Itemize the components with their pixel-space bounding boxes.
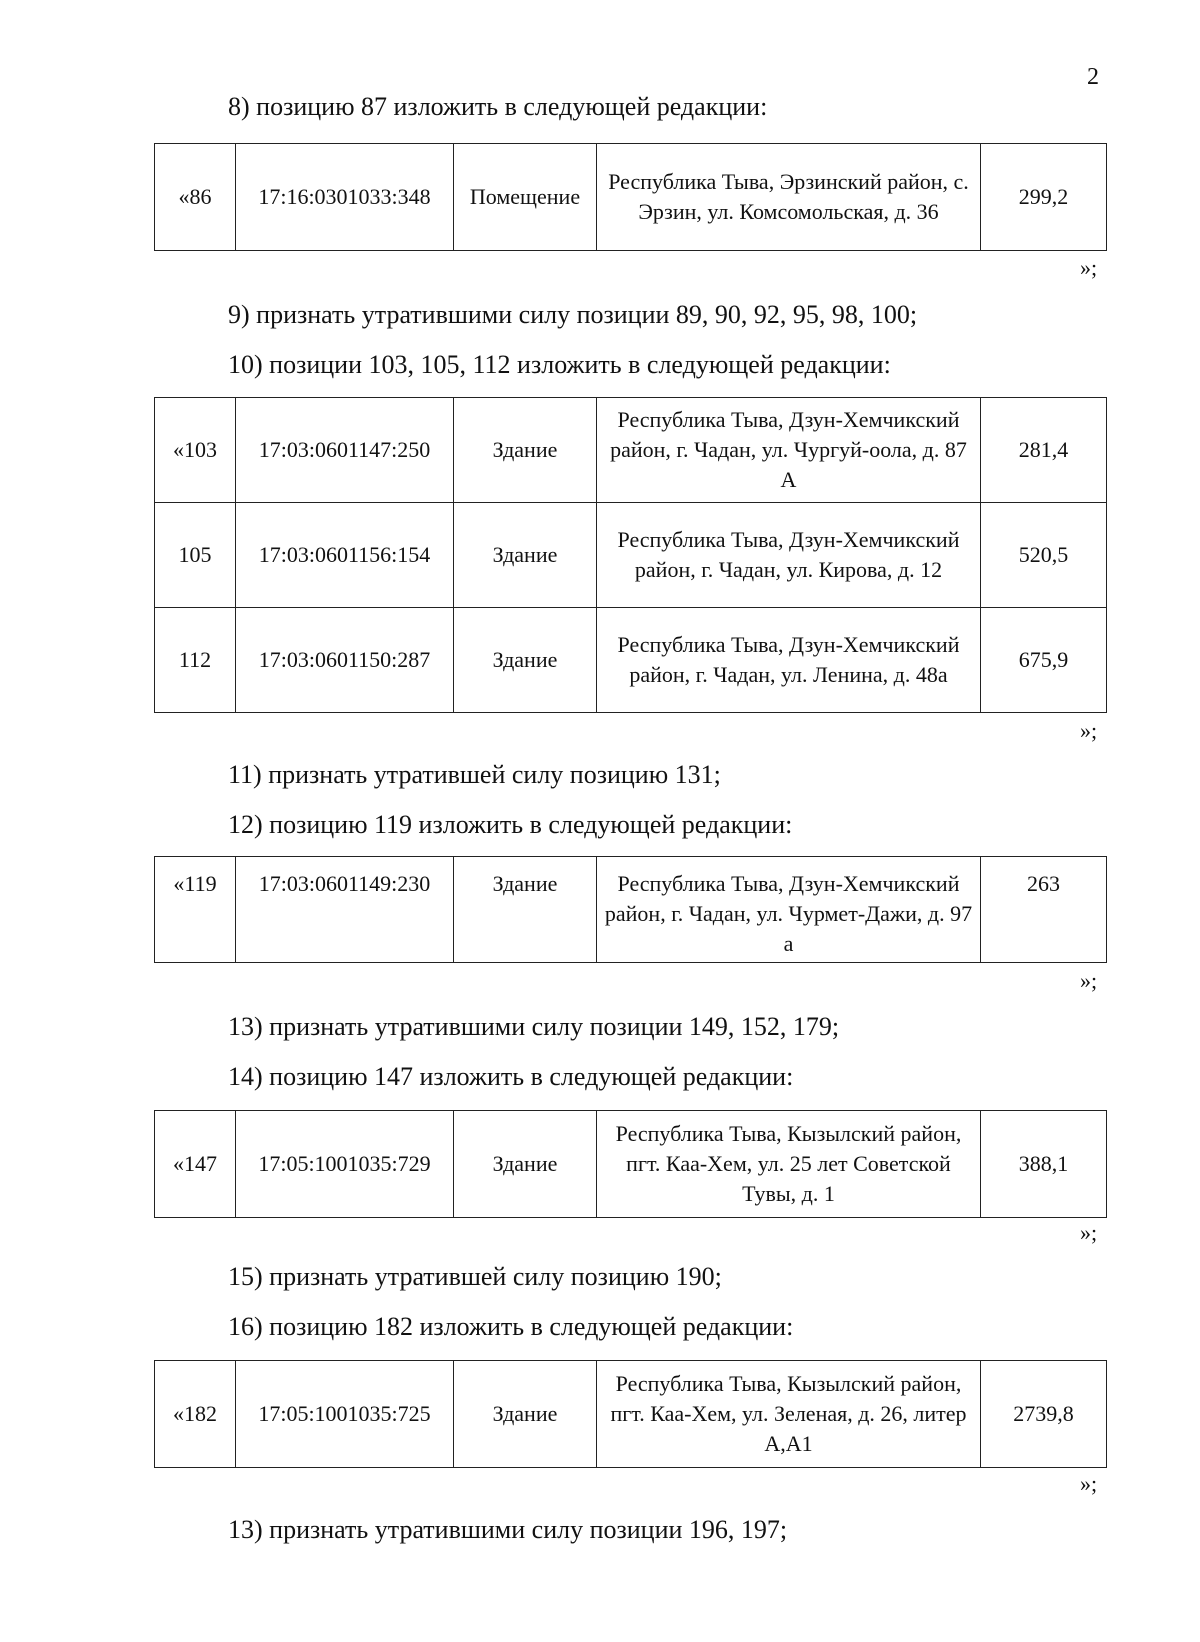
table-position-147 (154, 1110, 1107, 1218)
cell-cadastral: 17:03:0601149:230 (236, 857, 454, 963)
cell-num: «147 (155, 1111, 236, 1218)
cell-type: Здание (454, 503, 597, 608)
cell-area: 299,2 (981, 144, 1107, 251)
cell-address: Республика Тыва, Эрзинский район, с. Эрзин, ул. Комсомольская, д. 36 (597, 144, 981, 251)
page-number: 2 (1087, 64, 1099, 90)
cell-area: 281,4 (981, 398, 1107, 503)
table-row (155, 1361, 1107, 1468)
section-13-repeat: 13) признать утратившими силу позиции 196, 197; (228, 1515, 788, 1544)
closing-quote: »; (1080, 968, 1098, 993)
cell-cadastral: 17:05:1001035:725 (236, 1361, 454, 1468)
table-position-119 (154, 856, 1107, 963)
cell-num: «86 (155, 144, 236, 251)
table-row (155, 857, 1107, 963)
closing-quote: »; (1080, 1471, 1098, 1496)
cell-type: Здание (454, 608, 597, 713)
closing-quote: »; (1080, 718, 1098, 743)
section-15: 15) признать утратившей силу позицию 190; (228, 1262, 722, 1291)
section-12: 12) позицию 119 изложить в следующей редакции: (228, 810, 793, 839)
section-10: 10) позиции 103, 105, 112 изложить в следующей редакции: (228, 350, 891, 379)
cell-address: Республика Тыва, Дзун-Хемчикский район, г. Чадан, ул. Чурмет-Дажи, д. 97 а (597, 857, 981, 963)
cell-cadastral: 17:03:0601150:287 (236, 608, 454, 713)
section-16: 16) позицию 182 изложить в следующей редакции: (228, 1312, 794, 1341)
closing-quote: »; (1080, 255, 1098, 280)
cell-cadastral: 17:03:0601156:154 (236, 503, 454, 608)
table-row (155, 503, 1107, 608)
cell-area: 520,5 (981, 503, 1107, 608)
section-14: 14) позицию 147 изложить в следующей редакции: (228, 1062, 794, 1091)
cell-type: Здание (454, 857, 597, 963)
cell-cadastral: 17:03:0601147:250 (236, 398, 454, 503)
cell-address: Республика Тыва, Дзун-Хемчикский район, г. Чадан, ул. Чургуй-оола, д. 87 А (597, 398, 981, 503)
table-row (155, 1111, 1107, 1218)
table-position-182 (154, 1360, 1107, 1468)
cell-num: 105 (155, 503, 236, 608)
table-row (155, 608, 1107, 713)
cell-address: Республика Тыва, Дзун-Хемчикский район, г. Чадан, ул. Ленина, д. 48а (597, 608, 981, 713)
cell-cadastral: 17:16:0301033:348 (236, 144, 454, 251)
cell-area: 388,1 (981, 1111, 1107, 1218)
section-8: 8) позицию 87 изложить в следующей редакции: (228, 92, 768, 121)
table-position-87 (154, 143, 1107, 251)
table-positions-103-105-112 (154, 397, 1107, 713)
cell-area: 263 (981, 857, 1107, 963)
section-9: 9) признать утратившими силу позиции 89, 90, 92, 95, 98, 100; (228, 300, 918, 329)
cell-num: «103 (155, 398, 236, 503)
closing-quote: »; (1080, 1220, 1098, 1245)
table-row (155, 398, 1107, 503)
cell-num: 112 (155, 608, 236, 713)
section-11: 11) признать утратившей силу позицию 131; (228, 760, 721, 789)
cell-area: 2739,8 (981, 1361, 1107, 1468)
cell-type: Здание (454, 1361, 597, 1468)
section-13: 13) признать утратившими силу позиции 149, 152, 179; (228, 1012, 840, 1041)
cell-area: 675,9 (981, 608, 1107, 713)
cell-cadastral: 17:05:1001035:729 (236, 1111, 454, 1218)
cell-address: Республика Тыва, Кызылский район, пгт. Каа-Хем, ул. Зеленая, д. 26, литер А,А1 (597, 1361, 981, 1468)
table-row (155, 144, 1107, 251)
cell-address: Республика Тыва, Кызылский район, пгт. Каа-Хем, ул. 25 лет Советской Тувы, д. 1 (597, 1111, 981, 1218)
cell-type: Здание (454, 398, 597, 503)
cell-num: «119 (155, 857, 236, 963)
cell-type: Помещение (454, 144, 597, 251)
cell-address: Республика Тыва, Дзун-Хемчикский район, г. Чадан, ул. Кирова, д. 12 (597, 503, 981, 608)
cell-num: «182 (155, 1361, 236, 1468)
cell-type: Здание (454, 1111, 597, 1218)
